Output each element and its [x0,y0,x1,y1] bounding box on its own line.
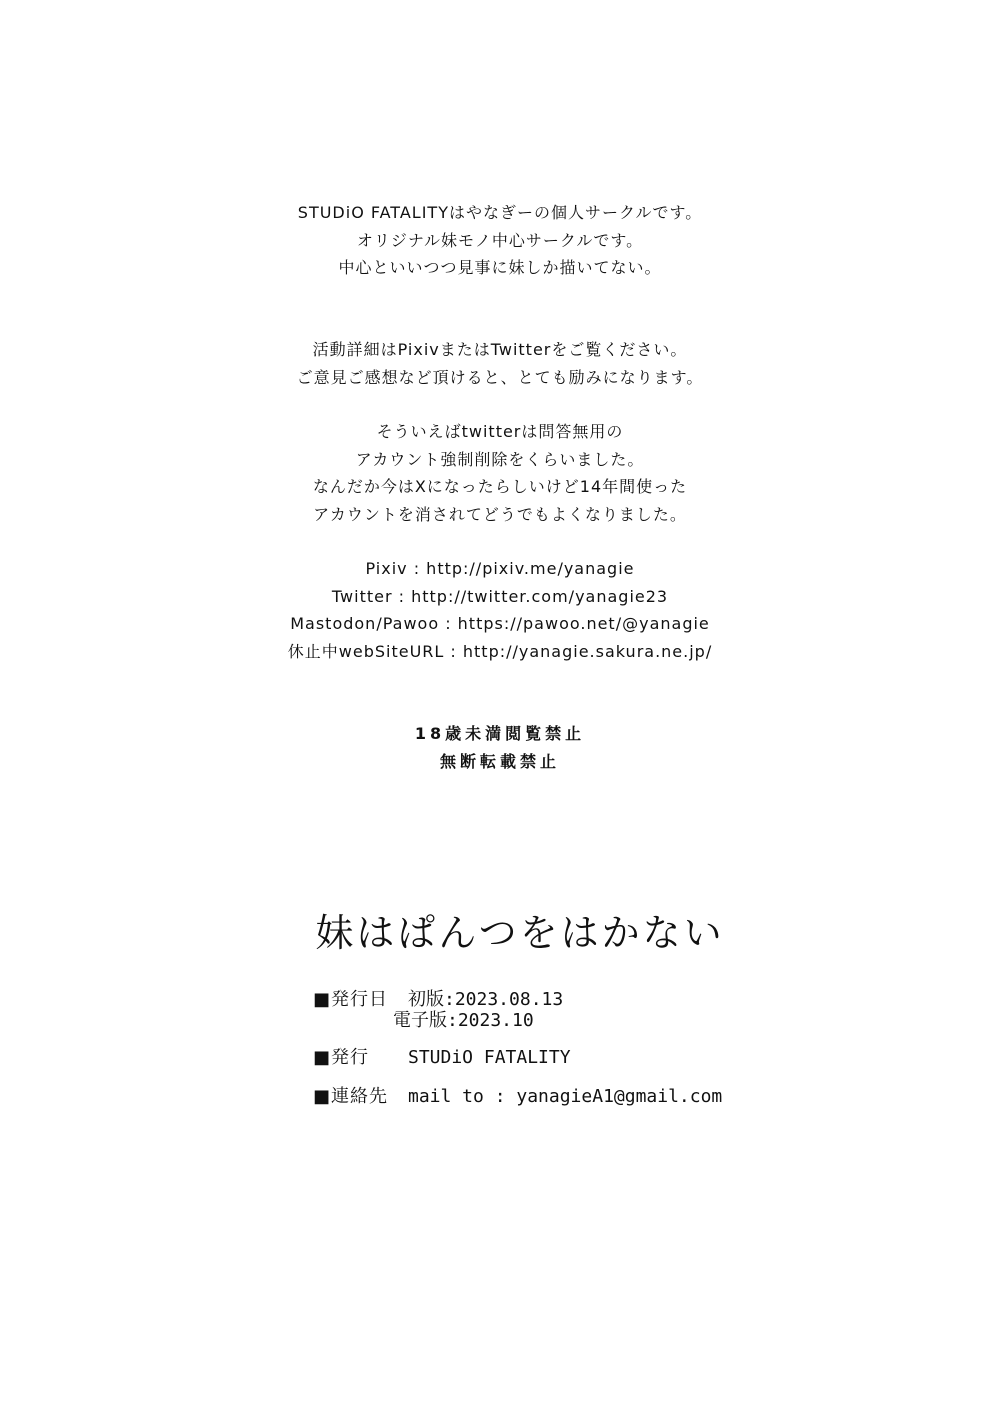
mastodon-link: Mastodon/Pawoo : https://pawoo.net/@yanagie [290,614,710,633]
contact-value: mail to : yanagieA1@gmail.com [408,1086,723,1107]
digital-edition-date: 電子版:2023.10 [393,1010,534,1031]
links-section [0,555,1000,665]
first-edition-date: 初版:2023.08.13 [408,989,564,1010]
twitter-link: Twitter : http://twitter.com/yanagie23 [331,586,669,606]
circle-intro-section [0,199,1000,282]
account-line: アカウント強制削除をくらいました。 [355,449,645,469]
intro-line: STUDiO FATALITYはやなぎーの個人サークルです。 [297,203,703,222]
warnings-section [0,720,1000,775]
activity-section [0,336,1000,391]
publisher-value: STUDiO FATALITY [408,1047,571,1068]
colophon-date-row [313,989,713,1033]
publisher-label: ■発行 [313,1047,370,1068]
pixiv-link: Pixiv : http://pixiv.me/yanagie [365,559,635,578]
account-line: なんだか今はXになったらしいけど14年間使った [312,477,688,496]
book-title: 妹はぱんつをはかない [315,911,725,955]
colophon-publisher-row [313,1047,713,1069]
intro-line: 中心といいつつ見事に妹しか描いてない。 [338,258,662,277]
contact-label: ■連絡先 [313,1086,389,1107]
intro-line: オリジナル妹モノ中心サークルです。 [356,230,644,250]
colophon-contact-row [313,1086,723,1108]
account-line: そういえばtwitterは問答無用の [376,422,624,441]
website-link: 休止中webSiteURL : http://yanagie.sakura.ne.jp/ [287,641,713,661]
repost-warning: 無断転載禁止 [439,751,560,771]
activity-line: 活動詳細はPixivまたはTwitterをご覧ください。 [312,340,688,359]
age-warning: 18歳未満閲覧禁止 [414,724,586,743]
account-line: アカウントを消されてどうでもよくなりました。 [313,504,687,524]
date-label: ■発行日 [313,989,389,1010]
account-deletion-section [0,418,1000,528]
activity-line: ご意見ご感想など頂けると、とても励みになります。 [296,367,704,387]
